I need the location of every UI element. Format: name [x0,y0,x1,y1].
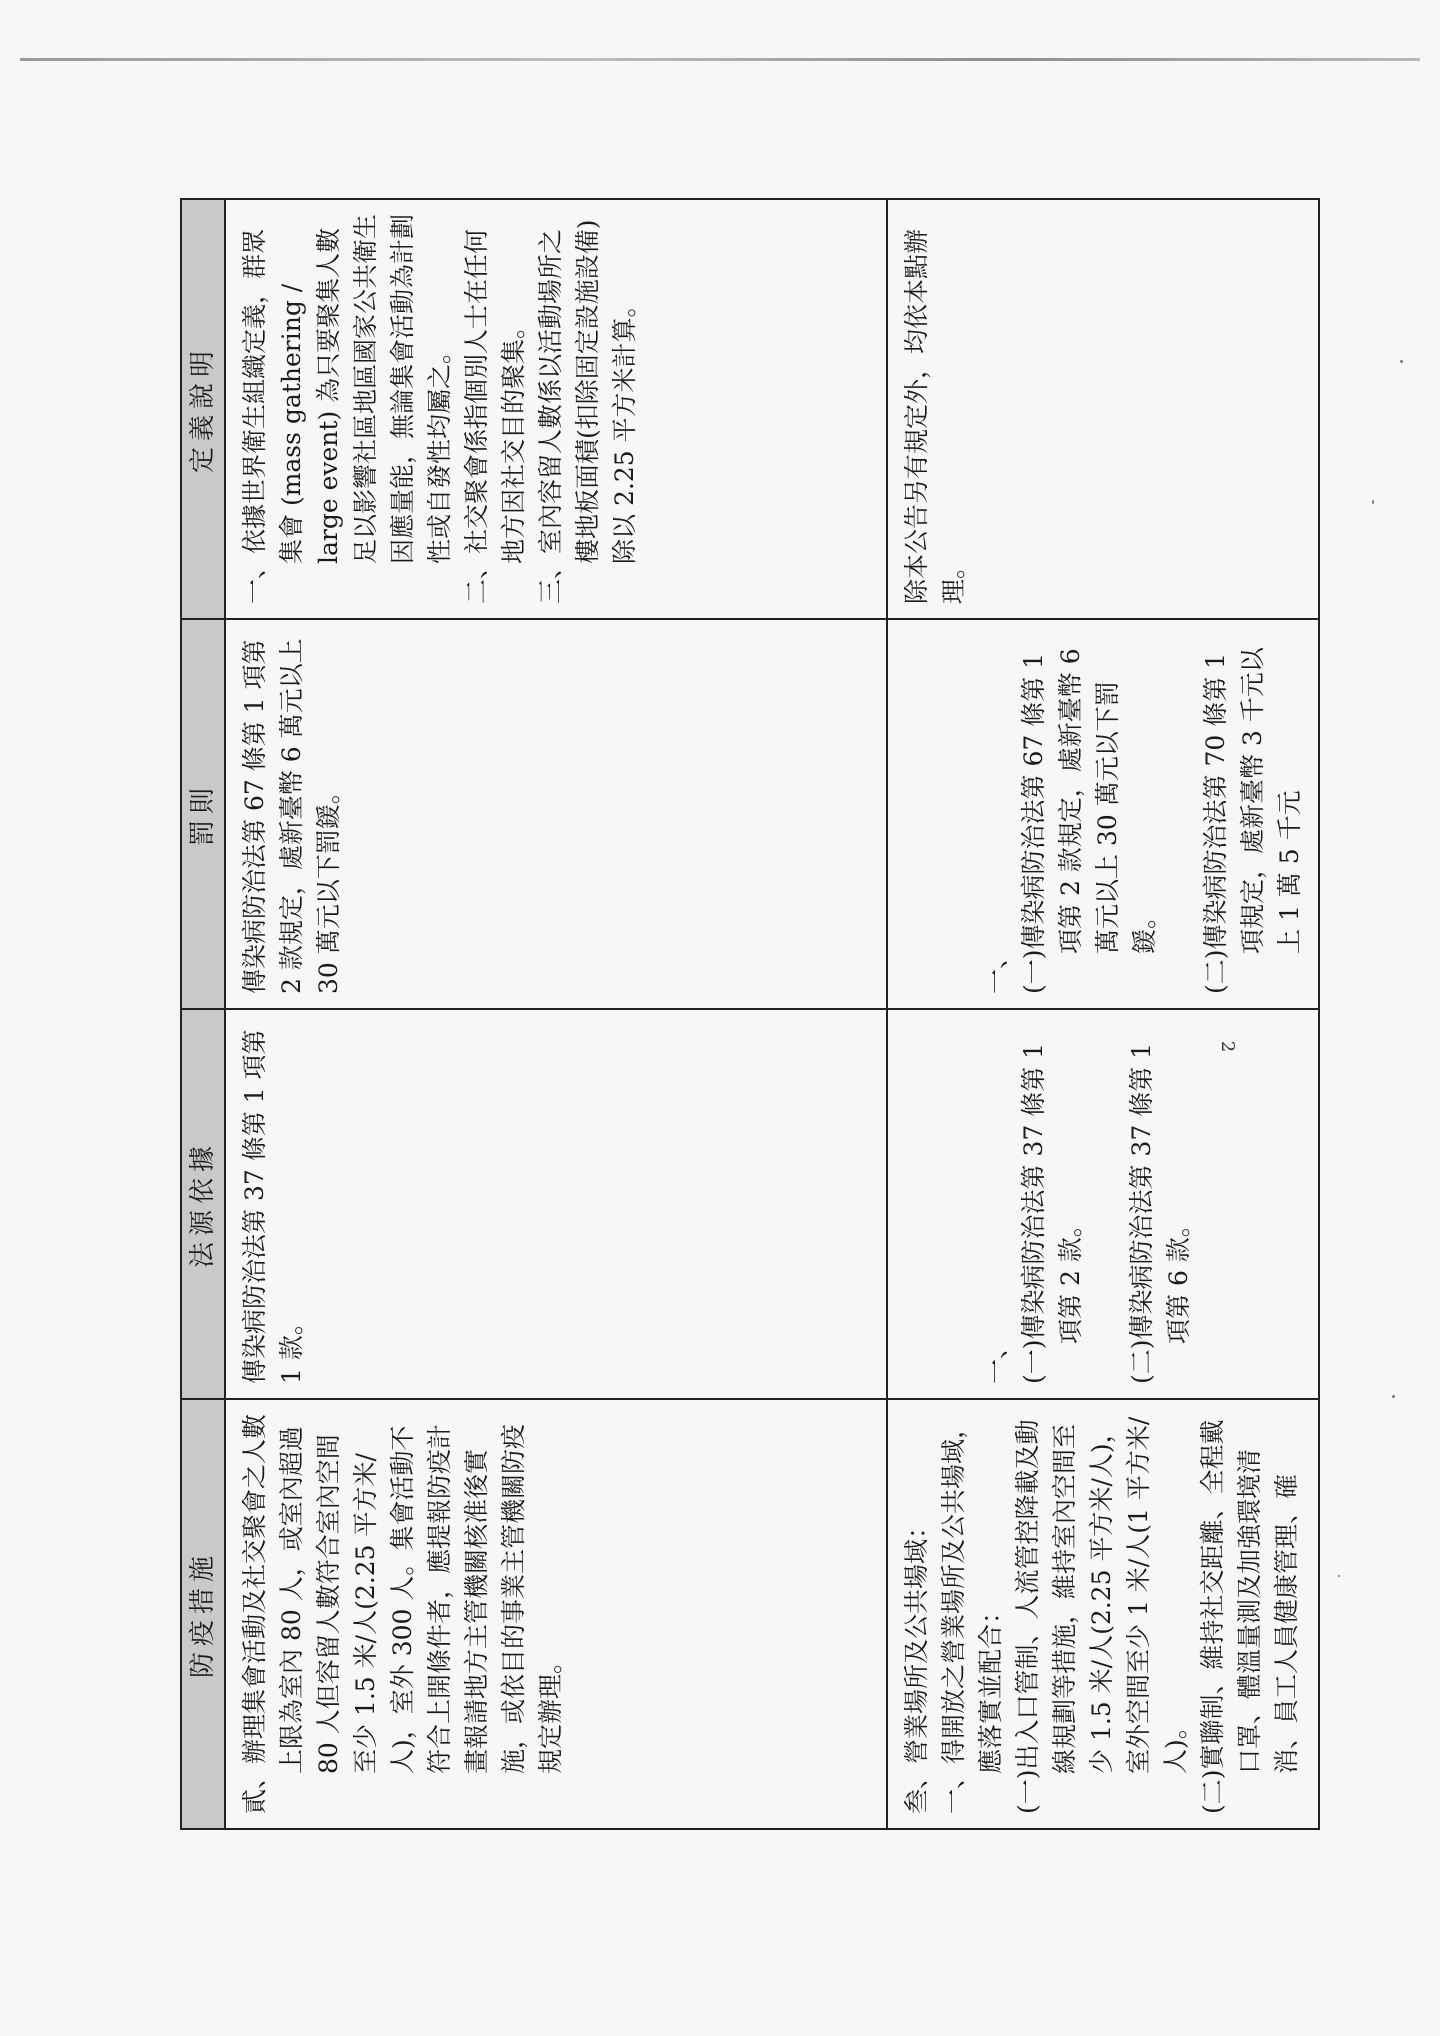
regulation-table [180,198,1320,1830]
penalty-text: 傳染病防治法第 67 條第 1 項第 2 款規定，處新臺幣 6 萬元以上 30 萬元以下罰鍰。 [240,638,343,994]
legal-subitem: (一)傳染病防治法第 37 條第 1 項第 2 款。 [1019,1042,1085,1384]
penalty-item: 一、 [982,943,1011,994]
scan-speck [1338,1575,1340,1577]
cell-measures [225,1399,887,1829]
header-legal-basis: 法源依據 [181,1009,225,1399]
table-row [887,199,1319,1829]
scan-edge-line [20,58,1420,61]
cell-penalties [887,619,1319,1009]
rotated-table-container [180,200,1304,1830]
header-penalties: 罰則 [181,619,225,1009]
legal-item: 一、 [982,1333,1011,1384]
rotated-table-sheet [180,200,1304,1830]
scan-speck [1400,360,1403,363]
penalty-subitem: (一)傳染病防治法第 67 條第 1 項第 2 款規定，處新臺幣 6 萬元以上 30 萬元以下罰鍰。 [1019,648,1159,994]
cell-measures [887,1399,1319,1829]
table-row [225,199,887,1829]
definition-item: 一、依據世界衛生組織定義，群眾集會 (mass gathering / large event) 為只要聚集人數足以影響社區地區國家公共衛生因應量能，無論集會活動為計劃性或自發性均屬之。 [240,213,454,604]
scan-speck [1372,500,1374,504]
measure-subitem: (一)出入口管制、人流管控降載及動線規劃等措施，維持室內空間至少 1.5 米/人(2.25 平方米/人)，室外空間至少 1 米/人(1 平方米/人)。 [1013,1416,1190,1814]
definition-text: 除本公告另有規定外，均依本點辦理。 [902,228,968,604]
section-title: 叁、營業場所及公共場域： [902,1513,931,1814]
cell-penalties [225,619,887,1009]
page-number: 2 [1217,1040,1239,1053]
cell-definitions [887,199,1319,619]
measure-text: 貳、辦理集會活動及社交聚會之人數上限為室內 80 人，或室內超過 80 人但容留人數符合室內空間至少 1.5 米/人(2.25 平方米/人)，室外 300 人。集會活動不符合上開條件者，應提報防疫計畫報請地方主管機關核准後實施，或依目的事業主管機關防疫規定辦理。 [240,1413,565,1814]
table-header-row [181,199,225,1829]
cell-legal-basis [225,1009,887,1399]
header-measures: 防疫措施 [181,1399,225,1829]
definition-item: 三、室內容留人數係以活動場所之樓地板面積(扣除固定設施設備)除以 2.25 平方米計算。 [536,219,639,604]
measure-subitem: (二)實聯制、維持社交距離、全程戴口罩、體溫量測及加強環境清消、員工人員健康管理、確 [1198,1419,1301,1814]
measure-item: 一、得開放之營業場所及公共場域，應落實並配合： [939,1413,1005,1814]
penalty-subitem: (二)傳染病防治法第 70 條第 1 項規定，處新臺幣 3 千元以上 1 萬 5 千元 [1201,647,1304,994]
cell-definitions [225,199,887,619]
legal-subitem: (二)傳染病防治法第 37 條第 1 項第 6 款。 [1127,1042,1193,1384]
scan-speck [1392,1395,1395,1398]
cell-legal-basis [887,1009,1319,1399]
definition-item: 二、社交聚會係指個別人士在任何地方因社交目的聚集。 [462,228,528,604]
legal-basis-text: 傳染病防治法第 37 條第 1 項第 1 款。 [240,1029,306,1384]
header-definitions: 定義說明 [181,199,225,619]
